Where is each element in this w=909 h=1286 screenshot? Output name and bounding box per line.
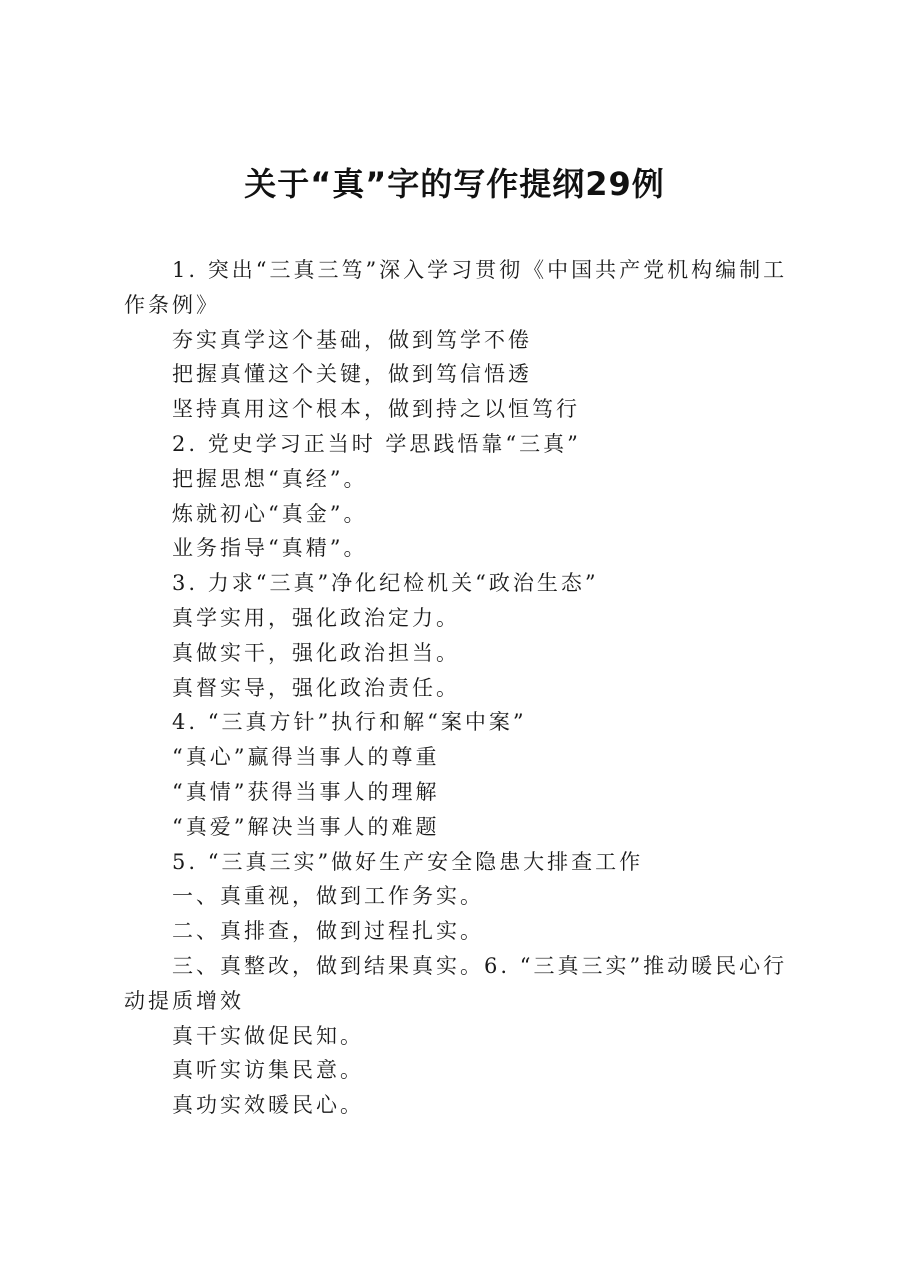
paragraph: 二、真排查，做到过程扎实。 [172, 919, 484, 944]
paragraph: 2. 党史学习正当时 学思践悟靠“三真” [172, 431, 581, 456]
paragraph: 炼就初心“真金”。 [172, 501, 368, 526]
paragraph: 坚持真用这个根本，做到持之以恒笃行 [172, 397, 580, 422]
paragraph: 3. 力求“三真”净化纪检机关“政治生态” [172, 571, 599, 596]
paragraph: 夯实真学这个基础，做到笃学不倦 [172, 327, 532, 352]
document-title: 关于“真”字的写作提纲29例 [244, 165, 665, 203]
paragraph: 一、真重视，做到工作务实。 [172, 884, 484, 909]
document-body [124, 253, 799, 1123]
paragraph: 5. “三真三实”做好生产安全隐患大排查工作 [172, 849, 644, 874]
paragraph: 把握真懂这个关键，做到笃信悟透 [172, 362, 532, 387]
paragraph: 真干实做促民知。 [172, 1023, 364, 1048]
paragraph: “真爱”解决当事人的难题 [172, 814, 440, 839]
paragraph: 真做实干，强化政治担当。 [172, 640, 460, 665]
paragraph: “真心”赢得当事人的尊重 [172, 745, 440, 770]
paragraph: 真功实效暖民心。 [172, 1093, 364, 1118]
paragraph: “真情”获得当事人的理解 [172, 779, 440, 804]
paragraph: 真督实导，强化政治责任。 [172, 675, 460, 700]
paragraph: 真学实用，强化政治定力。 [172, 605, 460, 630]
paragraph: 业务指导“真精”。 [172, 536, 368, 561]
paragraph: 4. “三真方针”执行和解“案中案” [172, 710, 527, 735]
paragraph: 真听实访集民意。 [172, 1058, 364, 1083]
paragraph: 三、真整改，做到结果真实。6. “三真三实”推动暖民心行动提质增效 [124, 953, 788, 1013]
paragraph: 把握思想“真经”。 [172, 466, 368, 491]
paragraph: 1. 突出“三真三笃”深入学习贯彻《中国共产党机构编制工作条例》 [124, 258, 788, 317]
